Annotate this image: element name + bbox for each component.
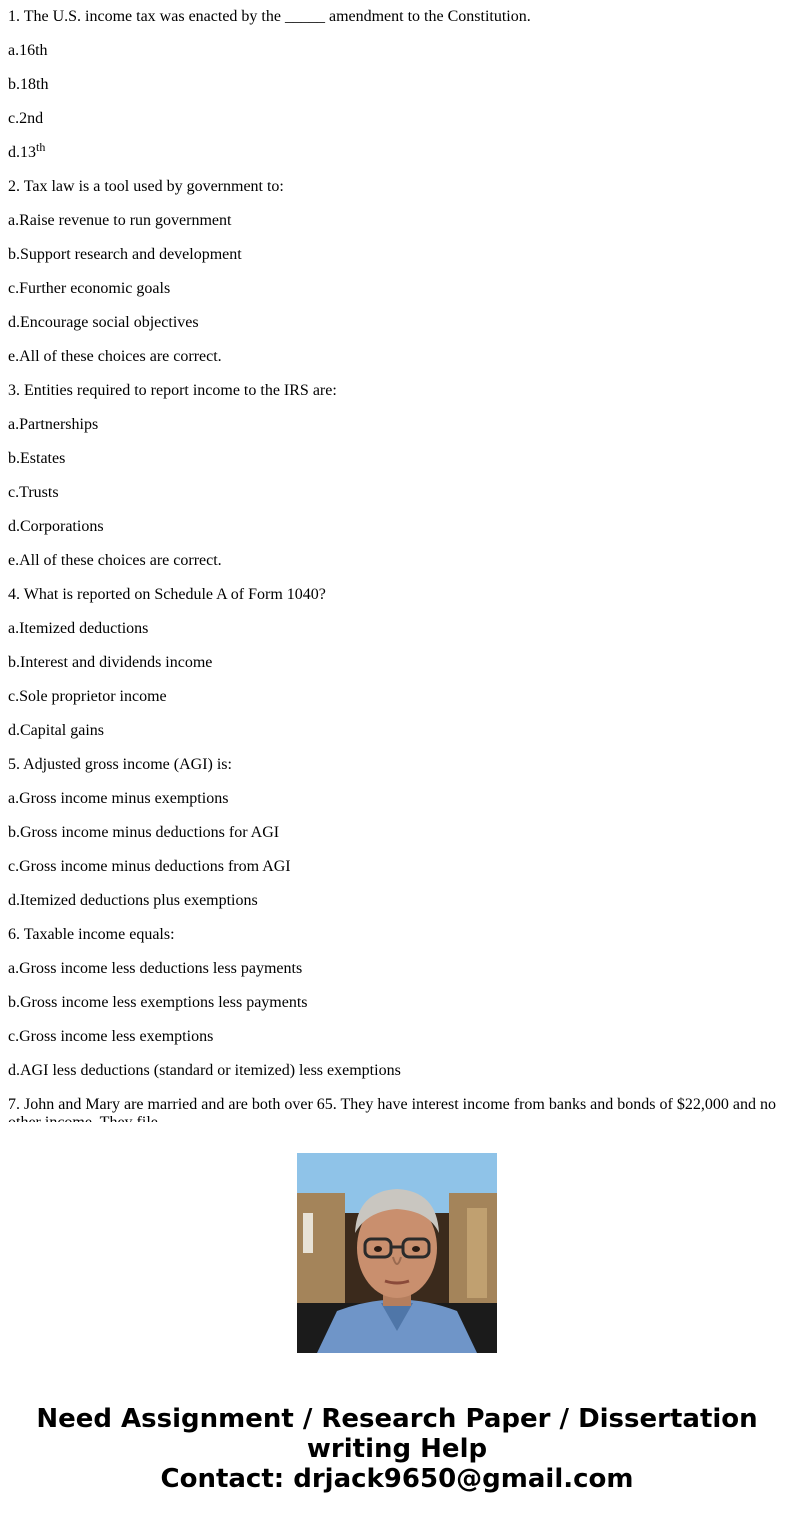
promo-contact: Contact: drjack9650@gmail.com [160, 1464, 634, 1494]
answer-option: b.Gross income less exemptions less payments [8, 994, 308, 1011]
promo-line-1: Need Assignment / Research Paper / Dissertation [36, 1404, 758, 1434]
answer-option: a.Gross income minus exemptions [8, 790, 229, 807]
answer-option: c.Gross income less exemptions [8, 1028, 214, 1045]
answer-option: c.Gross income minus deductions from AGI [8, 858, 291, 875]
answer-option: b.Interest and dividends income [8, 654, 213, 671]
answer-option: d.Itemized deductions plus exemptions [8, 892, 258, 909]
answer-option: d.Encourage social objectives [8, 314, 199, 331]
answer-option: a.Partnerships [8, 416, 99, 433]
question-stem: 7. John and Mary are married and are both over 65. They have interest income from banks and bonds of $22,000 and no [8, 1096, 776, 1113]
answer-option: d.Corporations [8, 518, 104, 535]
answer-option: a.Itemized deductions [8, 620, 149, 637]
promo-banner [0, 1122, 794, 1523]
answer-option: c.2nd [8, 110, 44, 127]
answer-option: d.Capital gains [8, 722, 104, 739]
author-photo [297, 1153, 497, 1353]
answer-option: c.Further economic goals [8, 280, 171, 297]
answer-option: a.16th [8, 42, 48, 59]
ordinal-suffix: th [36, 140, 46, 154]
question-stem: 6. Taxable income equals: [8, 926, 175, 943]
answer-option-text: d.13 [8, 144, 36, 161]
question-stem: 1. The U.S. income tax was enacted by the _____ amendment to the Constitution. [8, 8, 531, 25]
answer-option: b.18th [8, 76, 49, 93]
promo-line-2: writing Help [306, 1434, 488, 1464]
question-stem: 2. Tax law is a tool used by government to: [8, 178, 284, 195]
answer-option: a.Raise revenue to run government [8, 212, 232, 229]
answer-option: c.Trusts [8, 484, 59, 501]
answer-option: c.Sole proprietor income [8, 688, 167, 705]
answer-option: b.Gross income minus deductions for AGI [8, 824, 280, 841]
question-stem: 5. Adjusted gross income (AGI) is: [8, 756, 232, 773]
answer-option: e.All of these choices are correct. [8, 552, 222, 569]
promo-headline [0, 1404, 794, 1494]
answer-option [8, 140, 786, 162]
question-stem: 4. What is reported on Schedule A of Form 1040? [8, 586, 326, 603]
answer-option: a.Gross income less deductions less payments [8, 960, 303, 977]
answer-option: b.Estates [8, 450, 66, 467]
author-portrait-image [297, 1153, 497, 1353]
answer-option: e.All of these choices are correct. [8, 348, 222, 365]
question-stem: 3. Entities required to report income to the IRS are: [8, 382, 337, 399]
answer-option: d.AGI less deductions (standard or itemized) less exemptions [8, 1062, 401, 1079]
answer-option: b.Support research and development [8, 246, 242, 263]
